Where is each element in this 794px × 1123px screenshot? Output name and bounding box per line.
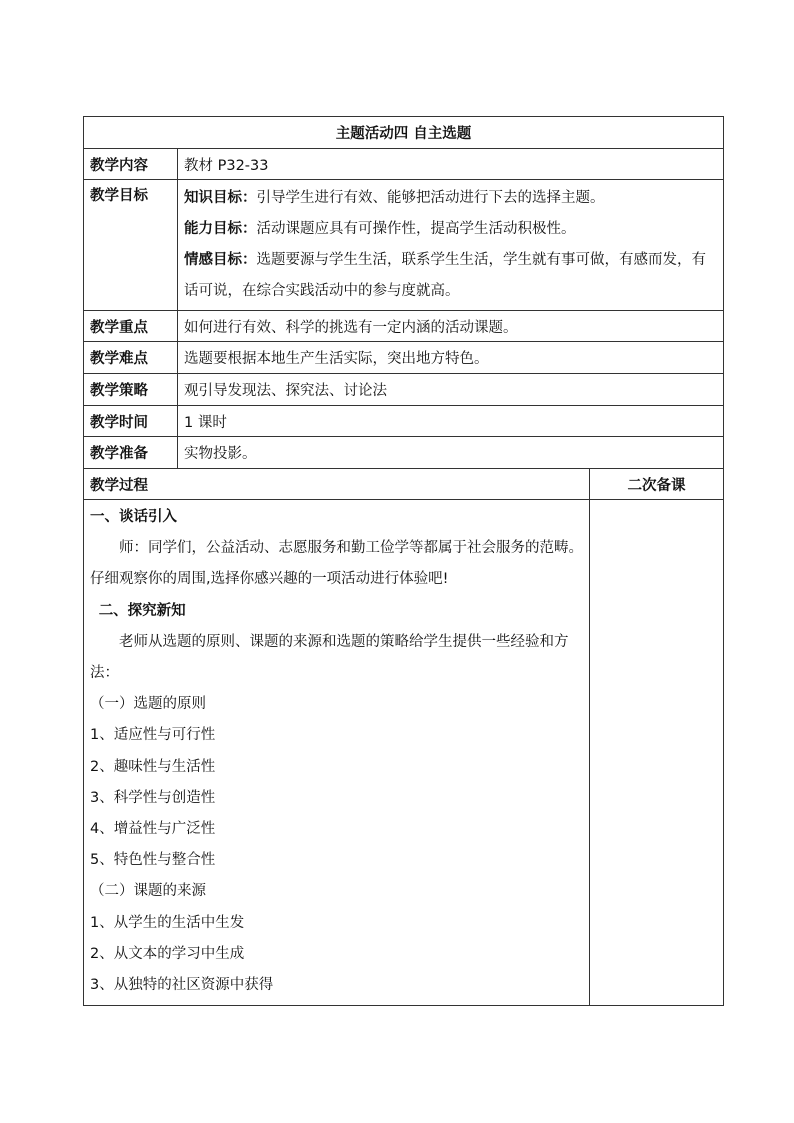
list-item: 3、科学性与创造性: [90, 789, 216, 806]
list-item: 1、从学生的生活中生发: [90, 914, 245, 931]
goal-knowledge: [184, 183, 717, 214]
difficult-value: 选题要根据本地生产生活实际，突出地方特色。: [178, 342, 724, 374]
lesson-title: 主题活动四 自主选题: [84, 117, 724, 149]
goals-cell: [178, 180, 724, 311]
strategy-label: 教学策略: [84, 374, 178, 406]
difficult-label: 教学难点: [84, 342, 178, 374]
subsection-heading: （二）课题的来源: [90, 883, 206, 900]
goals-label: 教学目标: [84, 180, 178, 311]
prep-value: 实物投影。: [178, 437, 724, 469]
content-value: 教材 P32-33: [178, 149, 724, 180]
second-prep-cell: [590, 500, 724, 1006]
goal-ability-label: 能力目标：: [184, 221, 257, 237]
section-heading: 一、谈话引入: [90, 509, 177, 525]
subsection-heading: （一）选题的原则: [90, 696, 206, 713]
goal-ability-text: 活动课题应具有可操作性，提高学生活动积极性。: [256, 221, 576, 237]
list-item: 1、适应性与可行性: [90, 727, 216, 744]
paragraph: 老师从选题的原则、课题的来源和选题的策略给学生提供一些经验和方法：: [90, 633, 569, 682]
paragraph: 师：同学们，公益活动、志愿服务和勤工俭学等都属于社会服务的范畴。仔细观察你的周围,选择你感兴趣的一项活动进行体验吧!: [90, 540, 583, 588]
list-item: 3、从独特的社区资源中获得: [90, 977, 274, 994]
time-label: 教学时间: [84, 406, 178, 437]
goal-knowledge-label: 知识目标：: [184, 190, 257, 206]
strategy-value: 观引导发现法、探究法、讨论法: [178, 374, 724, 406]
goal-ability: [184, 214, 717, 245]
key-value: 如何进行有效、科学的挑选有一定内涵的活动课题。: [178, 311, 724, 342]
goal-emotion-label: 情感目标：: [184, 252, 257, 268]
list-item: 2、从文本的学习中生成: [90, 945, 245, 962]
list-item: 4、增益性与广泛性: [90, 821, 216, 838]
process-content: [84, 500, 590, 1006]
time-value: 1 课时: [178, 406, 724, 437]
goal-emotion: [184, 245, 717, 307]
content-label: 教学内容: [84, 149, 178, 180]
section-heading: 二、探究新知: [98, 602, 186, 619]
goal-knowledge-text: 引导学生进行有效、能够把活动进行下去的选择主题。: [256, 190, 605, 206]
prep-label: 教学准备: [84, 437, 178, 469]
lesson-plan-table: [83, 116, 724, 1006]
goal-emotion-text: 选题要源与学生生活，联系学生生活，学生就有事可做，有感而发，有话可说，在综合实践活动中的参与度就高。: [184, 252, 706, 299]
process-header: 教学过程: [84, 469, 590, 500]
list-item: 2、趣味性与生活性: [90, 758, 216, 775]
second-prep-header: 二次备课: [590, 469, 724, 500]
list-item: 5、特色性与整合性: [90, 852, 216, 869]
key-label: 教学重点: [84, 311, 178, 342]
